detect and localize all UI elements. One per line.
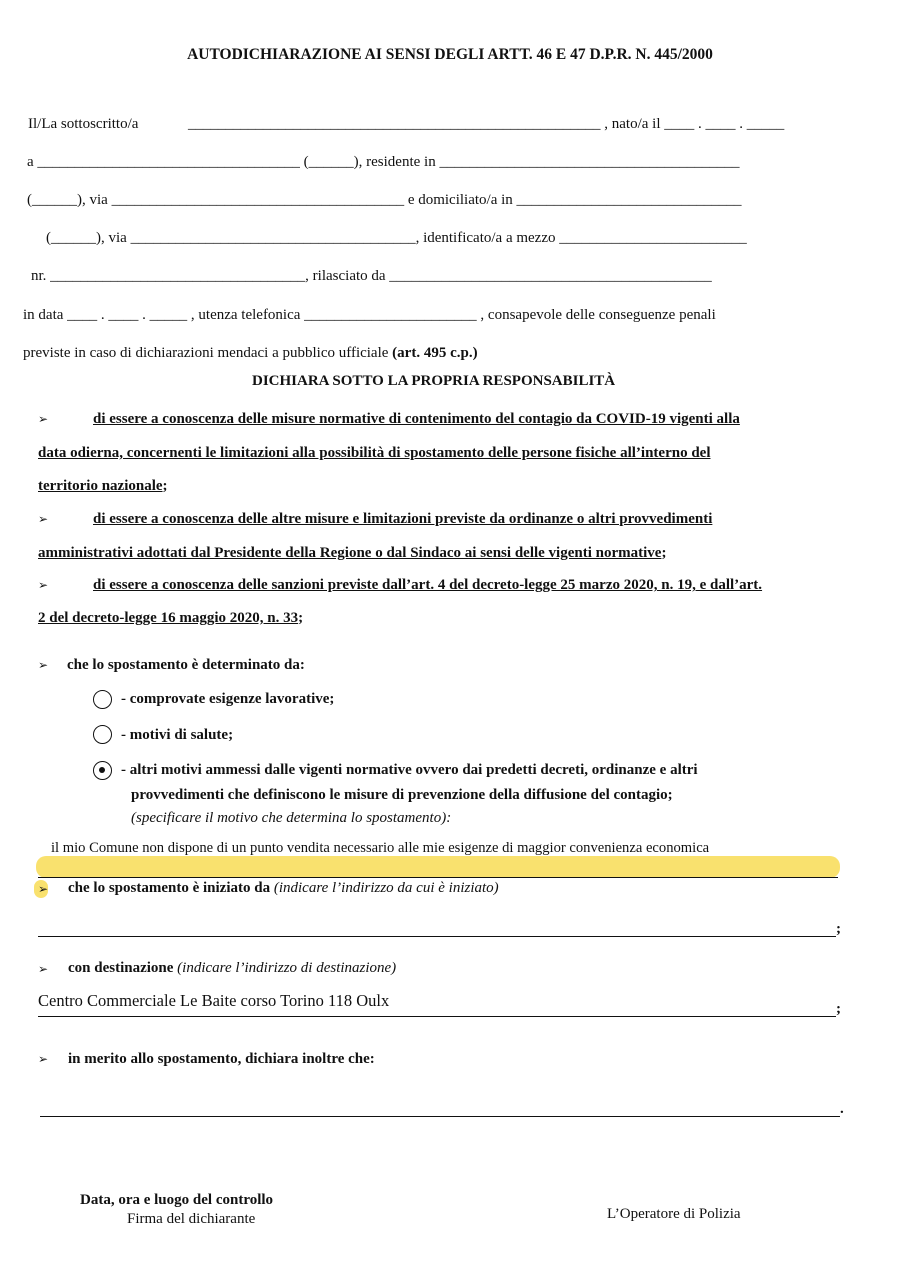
merito-label: in merito allo spostamento, dichiara inoltre che: bbox=[68, 1051, 375, 1067]
radio-salute[interactable] bbox=[93, 725, 112, 744]
origine-hint: (indicare l’indirizzo da cui è iniziato) bbox=[273, 880, 499, 896]
operatore-polizia-label: L’Operatore di Polizia bbox=[607, 1206, 741, 1222]
merito-value-field[interactable] bbox=[40, 1094, 838, 1114]
origine-label: che lo spostamento è iniziato da bbox=[68, 880, 274, 896]
destinazione-label: con destinazione bbox=[68, 960, 178, 976]
bullet-arrow-icon: ➢ bbox=[38, 658, 49, 672]
option-altri-motivi-line-2: provvedimenti che definiscono le misure di prevenzione della diffusione del contagio; bbox=[131, 787, 673, 803]
residence-address-line[interactable]: (______), via _______________________________________ e domiciliato/a in ______________________________ bbox=[27, 192, 742, 208]
birthplace-residence-line[interactable]: a ___________________________________ (______), residente in ________________________________________ bbox=[27, 154, 740, 170]
declaration-2-line-2-text: amministrativi adottati dal Presidente della Regione o dal Sindaco ai sensi delle vigenti normative bbox=[38, 545, 662, 561]
bullet-arrow-icon: ➢ bbox=[38, 962, 49, 976]
bullet-arrow-icon: ➢ bbox=[38, 412, 49, 426]
motivo-label: che lo spostamento è determinato da: bbox=[67, 657, 305, 673]
option-salute-label: - motivi di salute; bbox=[121, 727, 234, 743]
document-number-line[interactable]: nr. __________________________________, rilasciato da ___________________________________________ bbox=[31, 268, 712, 284]
declaration-1-line-3 bbox=[38, 478, 168, 495]
semicolon: ; bbox=[661, 545, 667, 561]
date-phone-line[interactable]: in data ____ . ____ . _____ , utenza telefonica _______________________ , consapevole delle conseguenze penali bbox=[23, 307, 716, 323]
destinazione-end: ; bbox=[836, 1001, 841, 1017]
declaration-3-line-2-text: 2 del decreto-legge 16 maggio 2020, n. 33 bbox=[38, 610, 299, 626]
semicolon: ; bbox=[298, 610, 304, 626]
origine-end: ; bbox=[836, 921, 841, 937]
origine-value-field[interactable] bbox=[38, 914, 836, 934]
sottoscritto-label: Il/La sottoscritto/a bbox=[28, 116, 139, 132]
penal-notice-article: (art. 495 c.p.) bbox=[392, 345, 478, 361]
radio-selected-dot-icon bbox=[99, 767, 105, 773]
highlighter-mark bbox=[36, 856, 840, 878]
declaration-2-line-1: di essere a conoscenza delle altre misure e limitazioni previste da ordinanze o altri provvedimenti bbox=[93, 511, 713, 527]
destinazione-value-field[interactable]: Centro Commerciale Le Baite corso Torino 118 Oulx bbox=[38, 991, 390, 1010]
data-luogo-controllo-label: Data, ora e luogo del controllo bbox=[80, 1192, 274, 1208]
bullet-arrow-icon: ➢ bbox=[38, 1052, 49, 1066]
document-title: AUTODICHIARAZIONE AI SENSI DEGLI ARTT. 46 E 47 D.P.R. N. 445/2000 bbox=[187, 46, 713, 63]
destinazione-hint: (indicare l’indirizzo di destinazione) bbox=[177, 960, 397, 976]
dichiara-heading: DICHIARA SOTTO LA PROPRIA RESPONSABILITÀ bbox=[252, 373, 616, 389]
destinazione-label-row bbox=[68, 960, 396, 977]
merito-underline bbox=[40, 1116, 840, 1117]
destinazione-underline bbox=[38, 1016, 836, 1017]
name-birth-line[interactable]: _______________________________________________________ , nato/a il ____ . ____ . _____ bbox=[188, 116, 785, 132]
declaration-1-line-2: data odierna, concernenti le limitazioni alla possibilità di spostamento delle persone fisiche all’interno del bbox=[38, 445, 711, 461]
declaration-1-line-3-text: territorio nazionale bbox=[38, 478, 163, 494]
merito-end: . bbox=[840, 1101, 844, 1117]
declaration-2-line-2 bbox=[38, 545, 666, 562]
semicolon: ; bbox=[162, 478, 168, 494]
origine-label-row bbox=[68, 880, 499, 897]
radio-altri-motivi[interactable] bbox=[93, 761, 112, 780]
penal-notice-line bbox=[23, 345, 478, 362]
bullet-arrow-icon: ➢ bbox=[38, 578, 49, 592]
radio-lavorative[interactable] bbox=[93, 690, 112, 709]
bullet-arrow-icon: ➢ bbox=[38, 512, 49, 526]
option-altri-motivi-hint: (specificare il motivo che determina lo spostamento): bbox=[131, 810, 452, 826]
firma-dichiarante-label: Firma del dichiarante bbox=[127, 1211, 256, 1227]
declaration-3-line-1: di essere a conoscenza delle sanzioni previste dall’art. 4 del decreto-legge 25 marzo 2020, n. 19, e dall’art. bbox=[93, 577, 763, 593]
declaration-1-line-1: di essere a conoscenza delle misure normative di contenimento del contagio da COVID-19 vigenti alla bbox=[93, 411, 740, 427]
origine-underline bbox=[38, 936, 836, 937]
declaration-3-line-2 bbox=[38, 610, 303, 627]
penal-notice-text: previste in caso di dichiarazioni mendaci a pubblico ufficiale bbox=[23, 345, 393, 361]
bullet-arrow-icon: ➢ bbox=[38, 882, 49, 896]
motivo-value-field[interactable]: il mio Comune non dispone di un punto vendita necessario alle mie esigenze di maggior convenienza economica bbox=[51, 840, 710, 856]
motivo-value-underline bbox=[38, 877, 838, 878]
option-altri-motivi-line-1: - altri motivi ammessi dalle vigenti normative ovvero dai predetti decreti, ordinanze e altri bbox=[121, 762, 698, 778]
domicile-address-line[interactable]: (______), via ______________________________________, identificato/a a mezzo _________________________ bbox=[46, 230, 747, 246]
option-lavorative-label: - comprovate esigenze lavorative; bbox=[121, 691, 335, 707]
